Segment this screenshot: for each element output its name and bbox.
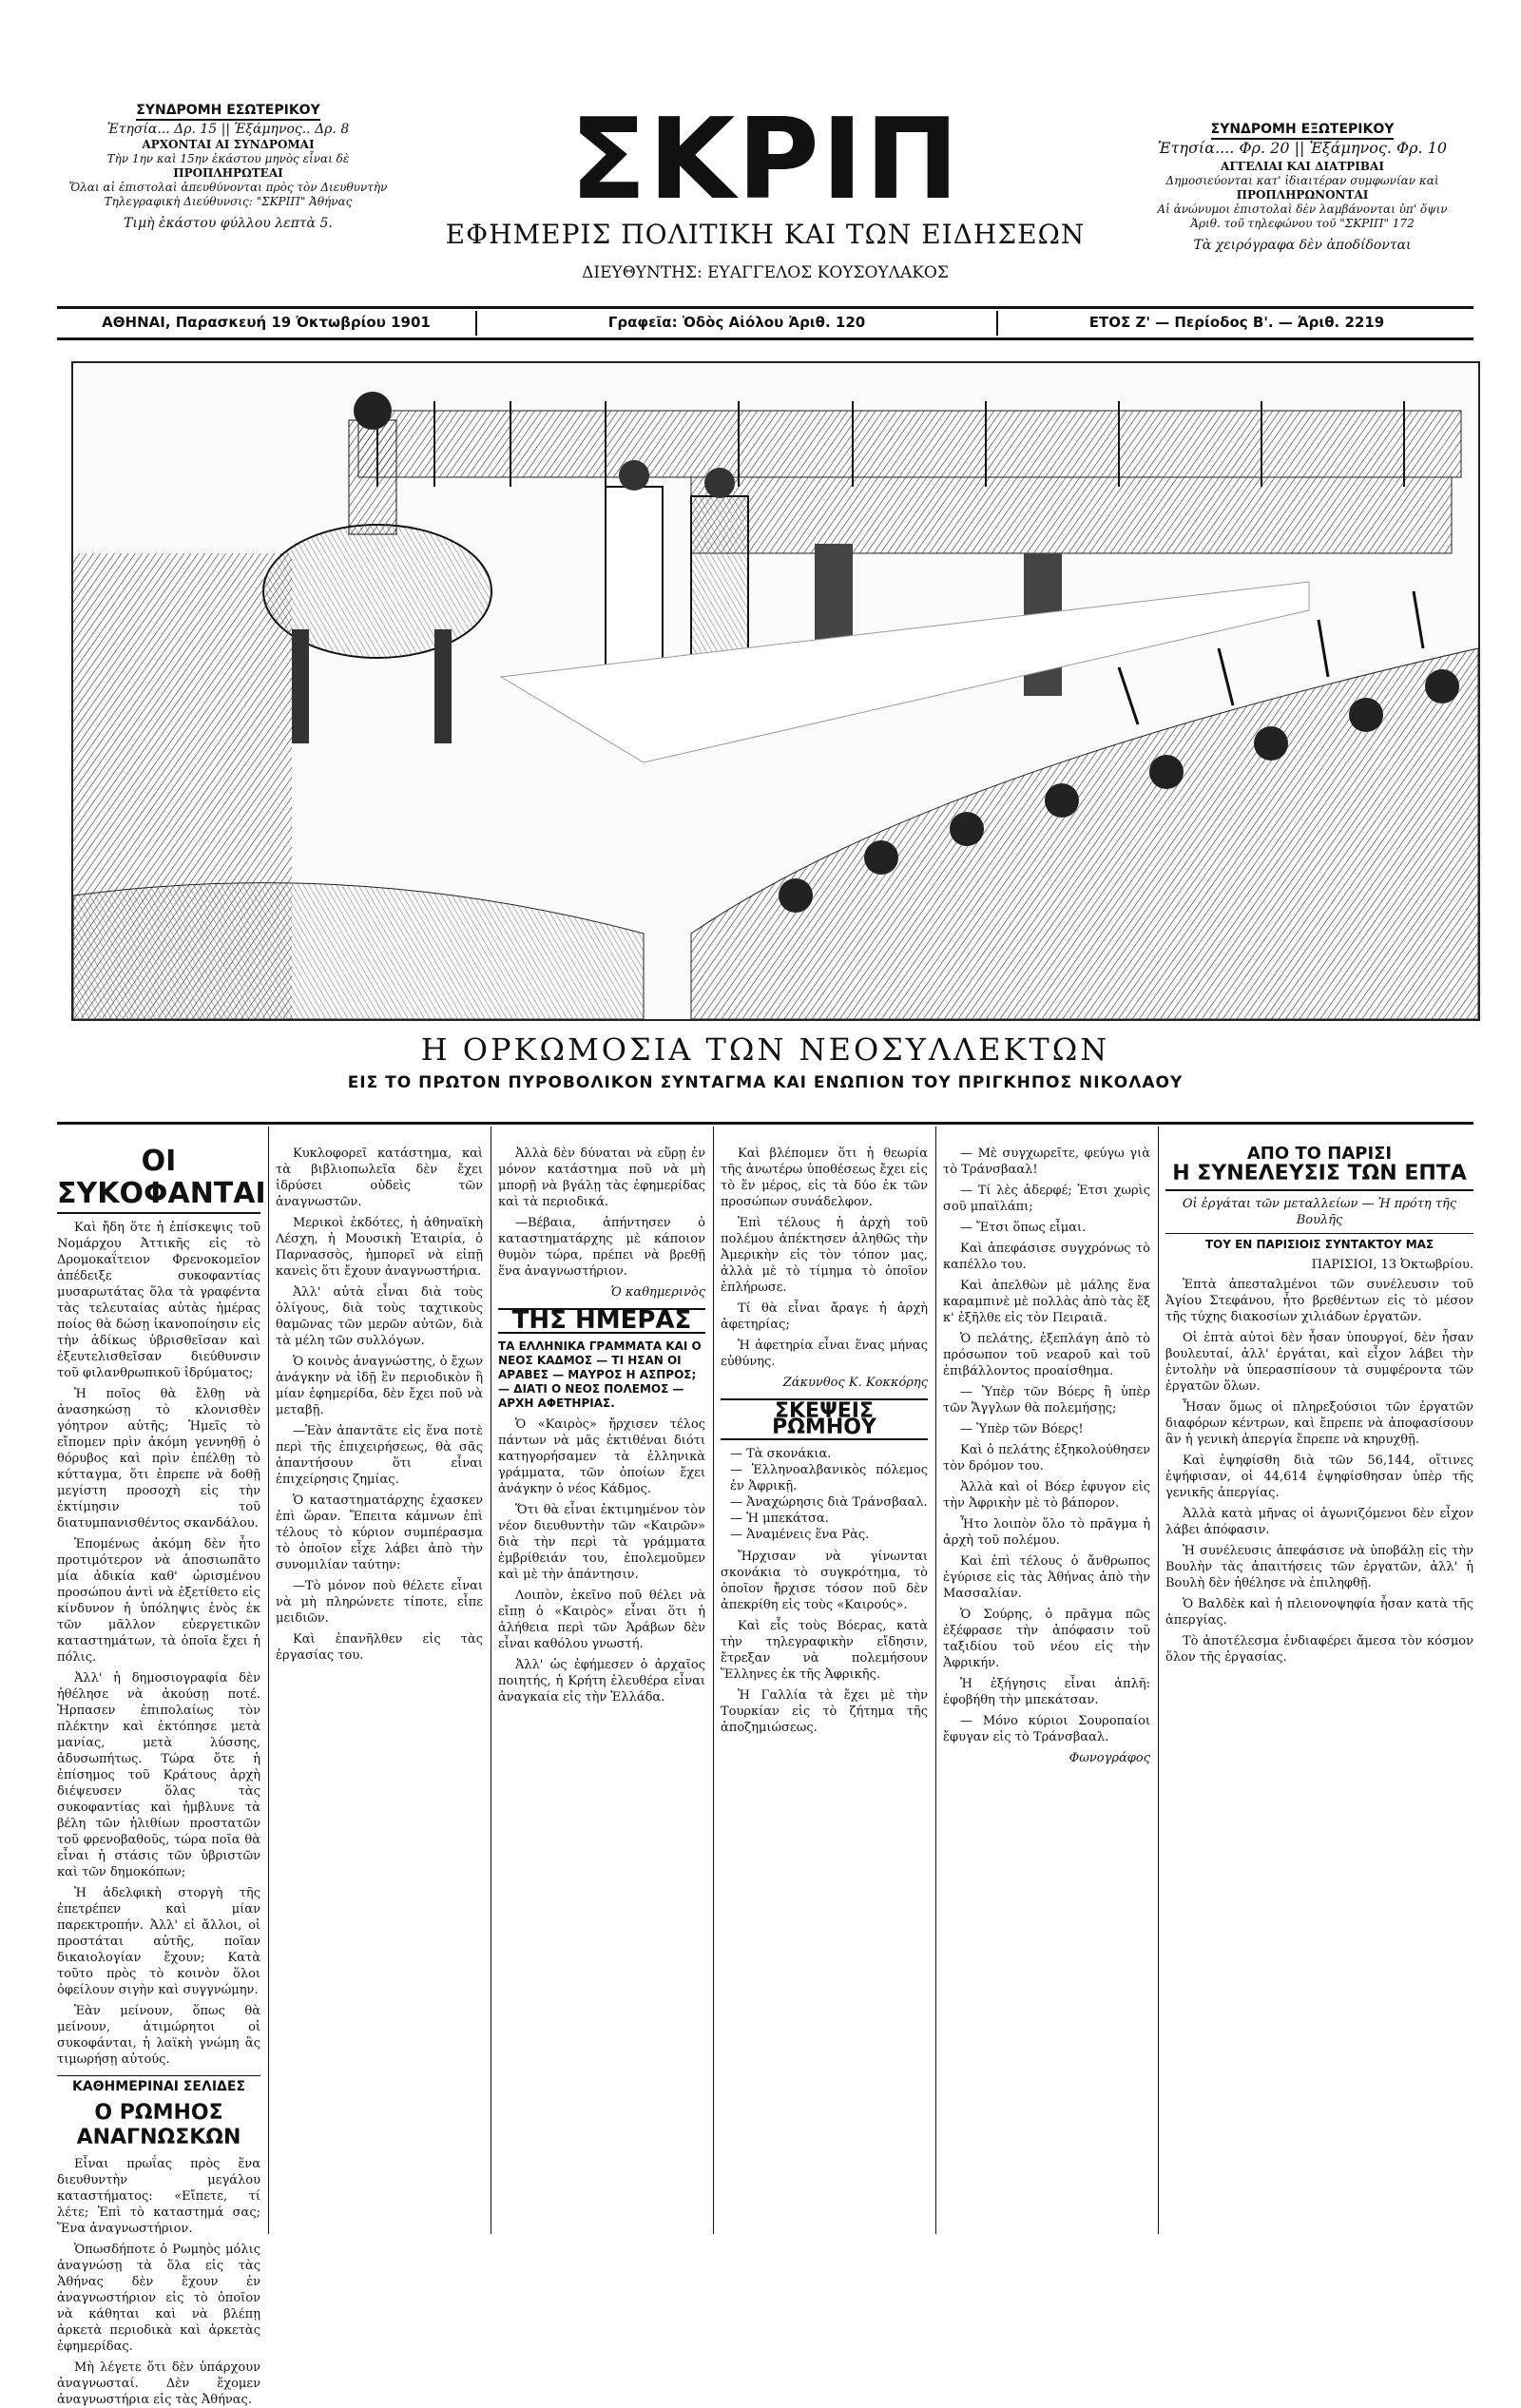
col3-paragraph: Ἀλλ' ὡς ἐφήμεσεν ὁ ἀρχαῖος ποιητής, ἡ Κρήτη ἐλευθέρα εἶναι ἀναγκαία εἰς τὴν Ἑλλάδα. [498, 1658, 705, 1705]
col1-paragraph: Ἐπομένως ἀκόμη δὲν ἦτο προτιμότερον νὰ ἀποσιωπᾶτο μία ἀδικία καθ' ὡρισμένου προσώπου ἀντὶ νὰ ἐξετίθετο εἰς κίνδυνον ἡ ὑπόληψις ἑνὸς ἐκ τῶν μᾶλλον εὐεργετικῶν καταστημάτων, τὰ ὁποῖα ἔχει ἡ πόλις. [57, 1537, 260, 1665]
dateline-top-rule [57, 306, 1473, 309]
col6-paragraph: Καὶ ἐψηφίσθη διὰ τῶν 56,144, οἵτινες ἐψήφισαν, οἱ 44,614 ἐψηφίσθησαν ὑπὲρ τῆς γενικῆς ἀπεργίας. [1165, 1454, 1473, 1500]
dateline-divider [475, 311, 477, 336]
col6-paragraph: Ἡ συνέλευσις ἀπεφάσισε νὰ ὑποβάλῃ εἰς τὴν Βουλὴν τὰς ἀπαιτήσεις τῶν ἐργατῶν, ἀλλ' ἡ Βουλὴ δὲν ἠθέλησε νὰ ἐπιληφθῇ. [1165, 1544, 1473, 1590]
col6-correspondent: ΤΟΥ ΕΝ ΠΑΡΙΣΙΟΙΣ ΣΥΝΤΑΚΤΟΥ ΜΑΣ [1165, 1233, 1473, 1253]
domestic-start-line: Τὴν 1ην καὶ 15ην ἑκάστου μηνὸς εἶναι δὲ [106, 152, 350, 165]
col2-paragraph: Καὶ ἐπανῆλθεν εἰς τὰς ἐργασίας του. [276, 1632, 483, 1663]
column-1 [57, 1145, 266, 2407]
article-heading-sykofantai: ΟΙ ΣΥΚΟΦΑΝΤΑΙ [57, 1146, 260, 1214]
col2-paragraph: Μερικοὶ ἐκδότες, ἡ ἀθηναϊκὴ Λέσχη, ἡ Μουσικὴ Ἑταιρία, ὁ Παρνασσὸς, ἠμπορεῖ νὰ εἰπῇ κανεὶς ὅτι ἔχουν ἀναγνωστήρια. [276, 1216, 483, 1279]
col2-paragraph: Κυκλοφορεῖ κατάστημα, καὶ τὰ βιβλιοπωλεῖα δὲν ἔχει ἱδρύσει οὐδεὶς τῶν ἀναγνωστῶν. [276, 1146, 483, 1209]
col1-paragraph: Εἶναι πρωΐας πρὸς ἕνα διευθυντὴν μεγάλου καταστήματος: «Εἴπετε, τί λέτε; Ἐπὶ τὸ καταστημά σας; Ἕνα ἀναγνωστήριον. [57, 2157, 260, 2236]
domestic-letters-line: Ὅλαι αἱ ἐπιστολαὶ ἀπευθύνονται πρὸς τὸν Διευθυντὴν [68, 181, 388, 194]
col5-paragraph: — Τί λὲς ἀδερφέ; Ἐτσι χωρὶς σοῦ μπαϊλάπι; [943, 1184, 1150, 1214]
col6-paragraph: Ἀλλὰ κατὰ μῆνας οἱ ἀγωνιζόμενοι δὲν εἶχον λάβει ἀπόφασιν. [1165, 1507, 1473, 1537]
swearing-in-illustration [71, 361, 1480, 1021]
col3-paragraph: —Βέβαια, ἀπήντησεν ὁ καταστηματάρχης μὲ κάποιον θυμὸν τώρα, πρέπει νὰ βρεθῇ ἕνα ἀναγνωστήριον. [498, 1216, 705, 1279]
column-6 [1165, 1146, 1473, 2248]
dateline-right: ΕΤΟΣ Ζ' — Περίοδος Β'. — Ἀριθ. 2219 [1088, 314, 1385, 331]
foreign-ads-line: Δημοσιεύονται κατ' ἰδιαιτέραν συμφωνίαν καὶ [1165, 174, 1439, 187]
col1-paragraph: Ἀλλ' ἡ δημοσιογραφία δὲν ἠθέλησε νὰ ἀκούσῃ ποτέ. Ἠρπασεν ἐπιπολαίως τὸν πλέκτην καὶ ἐκτόπησε μετὰ μανίας, μετὰ λύσσης, ἀδυσωπήτως. Τώρα ὅτε ἡ ἐπίσημος τοῦ Κράτους ἀρχὴ διέψευσεν ὅλας τὰς συκοφαντίας καὶ ἠμβλυνε τὰ βέλη τῶν ἠλιθίων προστατῶν τοῦ φρενοβαθοῦς, τώρα ποῖα θὰ εἶναι ἡ στάσις τῶν ὑβριστῶν καὶ τῶν δημοκόπων; [57, 1671, 260, 1879]
section-label-daily-pages: ΚΑΘΗΜΕΡΙΝΑΙ ΣΕΛΙΔΕΣ [57, 2075, 260, 2095]
col2-paragraph: Ὁ κοινὸς ἀναγνώστης, ὁ ἔχων ἀνάγκην νὰ ἰδῇ ἓν περιοδικὸν ἢ μίαν ἐφημερίδα, δὲν ἔχει ποῦ νὰ μεταβῇ. [276, 1355, 483, 1417]
foreign-ads: ΑΓΓΕΛΙΑΙ ΚΑΙ ΔΙΑΤΡΙΒΑΙ [1221, 160, 1384, 173]
section-heading-tis-imeras: ΤΗΣ ΗΜΕΡΑΣ [498, 1308, 705, 1334]
col5-paragraph: — Ὑπὲρ τῶν Βόερς! [960, 1422, 1084, 1436]
col5-paragraph: Ἦτο λοιπὸν ὅλο τὸ πρᾶγμα ἡ ἀρχὴ τοῦ πολέμου. [943, 1517, 1150, 1548]
domestic-subscriptions: ΑΡΧΟΝΤΑΙ ΑΙ ΣΥΝΔΡΟΜΑΙ [142, 138, 315, 151]
skepseis-item: — Ἀναχώρησις διὰ Τράνσβααλ. [730, 1495, 928, 1510]
column-3 [498, 1146, 705, 2248]
masthead [57, 29, 1473, 282]
col5-paragraph: Ὁ Σούρης, ὁ πρᾶγμα πῶς ἐξέφρασε τὴν ἀπόφασιν τοῦ ταξιδίου τοῦ νέου εἰς τὴν Ἀφρικήν. [943, 1608, 1150, 1670]
col6-paragraph: Ἐπτὰ ἀπεσταλμένοι τῶν συνέλευσιν τοῦ Ἀγίου Στεφάνου, ἦτο βρεθέντων εἰς τὸ μέσον τῆς τύχης διακοσίων χιλιάδων ἐργατῶν. [1165, 1278, 1473, 1324]
col5-paragraph: Ἡ ἐξήγησις εἶναι ἁπλῆ: ἐφοβήθη τὴν μπεκάτσαν. [943, 1677, 1150, 1707]
col5-paragraph: — Ἔτσι ὅπως εἶμαι. [960, 1221, 1087, 1235]
dateline [57, 311, 1473, 336]
subscription-box-domestic [67, 100, 390, 232]
column-4 [721, 1146, 928, 2248]
col6-paragraph: Τὸ ἀποτέλεσμα ἐνδιαφέρει ἄμεσα τὸν κόσμον ὅλον τῆς ἐργασίας. [1165, 1634, 1473, 1665]
col5-paragraph: Ἀλλὰ καὶ οἱ Βόερ ἐφυγον εἰς τὴν Ἀφρικὴν μὲ τὸ βάπορον. [943, 1480, 1150, 1511]
col3-paragraph: Ὅτι θὰ εἶναι ἐκτιμημένον τὸν νέον διευθυντὴν τῶν «Καιρῶν» διὰ τὴν περὶ τὰ γράμματα ἐμβρίθειάν του, ἐπολεμοῦμεν καὶ μὲ τὴν ἀπάντησιν. [498, 1503, 705, 1582]
col2-paragraph: —Τὸ μόνον ποὺ θέλετε εἶναι νὰ μὴ πληρώνετε τίποτε, εἶπε μειδιῶν. [276, 1579, 483, 1626]
illustration-caption [57, 1031, 1473, 1092]
column-2 [276, 1146, 483, 2248]
col3-paragraph: Λοιπὸν, ἐκεῖνο ποῦ θέλει νὰ εἴπῃ ὁ «Καιρὸς» εἶναι ὅτι ἡ ἀλήθεια περὶ τῶν Ἀράβων δὲν εἶναι καθόλου γνωστή. [498, 1589, 705, 1651]
col2-paragraph: Ὁ καταστηματάρχης ἐχασκεν ἐπὶ ὥραν. Ἔπειτα κάμνων ἐπὶ τέλους τὸ κύριον συμπέρασμα τὸ ὁποῖον εἶχε λάβει ἀπὸ τὴν συνομιλίαν ταύτην: [276, 1493, 483, 1572]
col1-paragraph: Μὴ λέγετε ὅτι δὲν ὑπάρχουν ἀναγνωσταί. Δὲν ἔχομεν ἀναγνωστήρια εἰς τὰς Ἀθήνας. [57, 2360, 260, 2407]
dateline-bottom-rule [57, 337, 1473, 340]
col6-paragraph: Οἱ ἑπτὰ αὐτοὶ δὲν ἦσαν ὑπουργοί, δὲν ἦσαν βουλευταί, ἀλλ' ἐργάται, καὶ εἶχον λάβει τὴν ἐντολὴν νὰ ὑπερασπίσουν τὰ συμφέροντα τῶν ἐργατῶν ὅλων. [1165, 1331, 1473, 1394]
subscription-box-foreign [1141, 119, 1464, 254]
columns-top-rule [57, 1122, 1473, 1125]
col2-paragraph: —Ἐὰν ἀπαντᾶτε εἰς ἕνα ποτὲ περὶ τῆς ἐπιχειρήσεως, θὰ σᾶς ἀπαντήσουν ὅτι εἶναι ἐπιχείρησις ζημίας. [276, 1424, 483, 1487]
domestic-price-line: Ἐτησία... Δρ. 15 || Ἑξάμηνος.. Δρ. 8 [106, 122, 350, 137]
col4-signature: Ζάκυνθος Κ. Κοκκόρης [782, 1376, 928, 1390]
skepseis-item: — Ἡ μπεκάτσα. [730, 1512, 829, 1526]
col5-paragraph: Ὁ πελάτης, ἐξεπλάγη ἀπὸ τὸ πρόσωπον τοῦ νεαροῦ καὶ τοῦ ἐπιβάλλοντος προαίσθημα. [943, 1332, 1150, 1378]
col6-paragraph: Ἦσαν ὅμως οἱ πληρεξούσιοι τῶν ἐργατῶν διαφόρων κέντρων, καὶ ἔπρεπε νὰ ἀποφασίσουν ἂν ἡ γενικὴ ἀπεργία ἔπρεπε νὰ κηρυχθῇ. [1165, 1400, 1473, 1447]
col3-signature: Ὁ καθημερινὸς [610, 1285, 705, 1300]
col5-paragraph: Καὶ ἀπεφάσισε συγχρόνως τὸ καπέλλο του. [943, 1242, 1150, 1272]
newspaper-title: ΣΚΡΙΠ [569, 93, 961, 224]
foreign-phone-line: Ἀριθ. τοῦ τηλεφώνου τοῦ "ΣΚΡΙΠ" 172 [1190, 217, 1415, 230]
domestic-title: ΣΥΝΔΡΟΜΗ ΕΣΩΤΕΡΙΚΟΥ [136, 102, 319, 121]
column-rule-1 [268, 1127, 269, 2234]
column-rule-3 [713, 1127, 714, 2234]
section-heading-skepseis-romiou: ΣΚΕΨΕΙΣ ΡΩΜΗΟΥ [721, 1398, 928, 1440]
col5-signature: Φωνογράφος [1069, 1751, 1150, 1765]
col2-paragraph: Ἀλλ' αὐτὰ εἶναι διὰ τοὺς ὀλίγους, διὰ τοὺς ταχτικοὺς θαμῶνας τῶν μερῶν αὐτῶν, διὰ τὰ μέλη τῶν συλλόγων. [276, 1285, 483, 1348]
column-5 [943, 1146, 1150, 2248]
col1-paragraph: Ὁπωσδήποτε ὁ Ρωμηὸς μόλις ἀναγνώσῃ τὰ ὅλα εἰς τὰς Ἀθήνας δὲν ἔχουν ἐν ἀναγνωστήριον εἰς τὸ ὁποῖον νὰ κάθηται καὶ νὰ βλέπῃ ἀρκετὰ περιοδικὰ καὶ ἀρκετὰς ἐφημερίδας. [57, 2243, 260, 2354]
col3-paragraph: Ἀλλὰ δὲν δύναται νὰ εὕρῃ ἐν μόνον κατάστημα ποῦ νὰ μὴ μπορῇ νὰ βγάλῃ τὰς ἐφημερίδας καὶ τὰ περιοδικά. [498, 1146, 705, 1209]
col1-paragraph: Καὶ ἤδη ὅτε ἡ ἐπίσκεψις τοῦ Νομάρχου Ἀττικῆς εἰς τὸ Δρομοκαΐτειον Φρενοκομεῖον ἀπέδειξε συκοφαντίας μυσαρωτάτας ὅλα τὰ γραφέντα τὰς τελευταίας αὐτὰς ἡμέρας ποίος θὰ δώσῃ ἱκανοποίησιν εἰς τὴν ἀδίκως ὑβρισθεῖσαν καὶ ἐξευτελισθεῖσαν διεύθυνσιν τοῦ φιλανθρωπικοῦ ἱδρύματος; [57, 1221, 260, 1380]
dateline-divider-2 [996, 311, 998, 336]
col6-paragraph: Ὁ Βαλδὲκ καὶ ἡ πλειονοψηφία ἦσαν κατὰ τῆς ἀπεργίας. [1165, 1597, 1473, 1628]
heading-synelefsis: Η ΣΥΝΕΛΕΥΣΙΣ ΤΩΝ ΕΠΤΑ [1165, 1162, 1473, 1191]
foreign-title: ΣΥΝΔΡΟΜΗ ΕΞΩΤΕΡΙΚΟΥ [1211, 121, 1395, 140]
caption-subtitle: ΕΙΣ ΤΟ ΠΡΩΤΟΝ ΠΥΡΟΒΟΛΙΚΟΝ ΣΥΝΤΑΓΜΑ ΚΑΙ ΕΝΩΠΙΟΝ ΤΟΥ ΠΡΙΓΚΗΠΟΣ ΝΙΚΟΛΑΟΥ [347, 1073, 1184, 1092]
col4-paragraph: Ἡ ἀφετηρία εἶναι ἕνας μήνας εὐθύνης. [721, 1339, 928, 1369]
col4-paragraph: Ἐπὶ τέλους ἡ ἀρχὴ τοῦ πολέμου ἀπέκτησεν ἀληθῶς τὴν Ἀμερικὴν εἰς τὸν τόπον μας, ἀλλὰ μὲ τὸ τίμημα τὸ ὁποῖον ἐπλήρωσε. [721, 1216, 928, 1295]
col4-paragraph: Ἡ Γαλλία τὰ ἔχει μὲ τὴν Τουρκίαν εἰς τὸ ζήτημα τῆς ἀποζημιώσεως. [721, 1688, 928, 1735]
foreign-manuscripts: Τὰ χειρόγραφα δὲν ἀποδίδονται [1193, 238, 1412, 253]
domestic-price-each: Τιμὴ ἑκάστου φύλλου λεπτὰ 5. [124, 216, 333, 231]
col4-paragraph: Ἤρχισαν νὰ γίνωνται σκονάκια τὸ συγκρότημα, τὸ ὁποῖον ἤρχισε τόσον ποῦ δὲν ἀπεκρίθη εἰς τοὺς «Καιρούς». [721, 1550, 928, 1612]
col1-paragraph: Ἡ ἀδελφικὴ στοργὴ τῆς ἐπετρέπεν καὶ μίαν παρεκτροπήν. Ἀλλ' εἰ ἄλλοι, οἱ προστάται αὐτῆς, ποῖαν δικαιολογίαν ἔχουν; Κατὰ τοῦτο πρὸς τὸ κοινὸν ὅλοι ὀφείλουν σιγὴν καὶ συγγνώμην. [57, 1886, 260, 1997]
heading-apo-to-parisi: ΑΠΟ ΤΟ ΠΑΡΙΣΙ [1246, 1144, 1393, 1164]
column-rule-4 [935, 1127, 936, 2234]
domestic-telegraph-line: Τηλεγραφικὴ Διεύθυνσις: "ΣΚΡΙΠ" Ἀθήνας [104, 195, 353, 208]
dateline-center: Γραφεῖα: Ὁδὸς Αἰόλου Ἀριθ. 120 [607, 314, 866, 331]
col5-paragraph: — Μὲ συγχωρεῖτε, φεύγω γιὰ τὸ Τράνσβααλ! [943, 1146, 1150, 1177]
col1-paragraph: Ἡ ποῖος θὰ ἔλθῃ νὰ ἀνασηκώσῃ τὸ κλονισθὲν γόητρον αὐτῆς; Ἡμεῖς τὸ εἴπομεν πρὶν ἀκόμη γεννηθῇ ὁ θόρυβος καὶ πρὶν ἐπέλθῃ τὸ κύτταγμα, ὅτι ἐπρεπε νὰ δοθῇ μεγίστη προσοχὴ εἰς τὴν ἐκτίμησιν τοῦ διατυμπανισθέντος σκανδάλου. [57, 1387, 260, 1531]
foreign-letters-line: Αἱ ἀνώνυμοι ἐπιστολαὶ δὲν λαμβάνονται ὑπ' ὄψιν [1157, 202, 1448, 216]
newspaper-director: ΔΙΕΥΘΥΝΤΗΣ: ΕΥΑΓΓΕΛΟΣ ΚΟΥΣΟΥΛΑΚΟΣ [582, 263, 949, 282]
col6-subtitle: Οἱ ἐργάται τῶν μεταλλείων — Ἡ πρότη τῆς Βουλῆς [1182, 1197, 1457, 1227]
col6-dateline: ΠΑΡΙΣΙΟΙ, 13 Ὀκτωβρίου. [1311, 1258, 1473, 1272]
col4-paragraph: Καὶ εἶς τοὺς Βόερας, κατὰ τὴν τηλεγραφικὴν εἴδησιν, ἔτρεξαν νὰ πολεμήσουν Ἕλληνες ἐκ τῆς Ἀφρικῆς. [721, 1619, 928, 1682]
col5-paragraph: — Ὑπὲρ τῶν Βόερς ἢ ὑπὲρ τῶν Ἄγγλων θὰ πολεμήσῃς; [943, 1385, 1150, 1416]
newspaper-subtitle: ΕΦΗΜΕΡΙΣ ΠΟΛΙΤΙΚΗ ΚΑΙ ΤΩΝ ΕΙΔΗΣΕΩΝ [445, 219, 1086, 250]
skepseis-list [730, 1446, 928, 1543]
skepseis-item: — Ἀναμένεις ἕνα Ρὰς. [730, 1528, 870, 1542]
tis-imeras-subheads: ΤΑ ΕΛΛΗΝΙΚΑ ΓΡΑΜΜΑΤΑ ΚΑΙ Ο ΝΕΟΣ ΚΑΔΜΟΣ — ΤΙ ΗΣΑΝ ΟΙ ΑΡΑΒΕΣ — ΜΑΥΡΟΣ Η ΑΣΠΡΟΣ; — ΔΙΑΤΙ Ο ΝΕΟΣ ΠΟΛΕΜΟΣ — ΑΡΧΗ ΑΦΕΤΗΡΙΑΣ. [498, 1339, 702, 1410]
col1-paragraph: Ἐὰν μείνουν, ὅπως θὰ μείνουν, ἀτιμώρητοι οἱ συκοφάνται, ἡ λαϊκὴ γνώμη ἂς τιμωρήσῃ αὐτούς. [57, 2004, 260, 2067]
col4-paragraph: Καὶ βλέπομεν ὅτι ἡ θεωρία τῆς ἀνωτέρω ὑποθέσεως ἔχει εἰς τὸ ἕν μέρος, εἰς τὰ δύο ἐκ τῶν προσώπων συνάδελφον. [721, 1146, 928, 1209]
domestic-prepaid: ΠΡΟΠΛΗΡΩΤΕΑΙ [173, 166, 283, 180]
col5-paragraph: — Μόνο κύριοι Σουροπαίοι ἔφυγαν εἰς τὸ Τράνσβααλ. [943, 1714, 1150, 1744]
col3-paragraph: Ὁ «Καιρὸς» ἤρχισεν τέλος πάντων νὰ μᾶς ἐκτιθέναι διότι κατηγορήσαμεν τὰ ἑλληνικὰ γράμματα, τῶν ὁποίων ἔχει ἀνάγκην ὁ νέος Κάδμος. [498, 1417, 705, 1496]
caption-title: Η ΟΡΚΩΜΟΣΙΑ ΤΩΝ ΝΕΟΣΥΛΛΕΚΤΩΝ [420, 1031, 1110, 1068]
col4-paragraph: Τί θὰ εἶναι ἄραγε ἡ ἀρχὴ ἀφετηρίας; [721, 1301, 928, 1332]
skepseis-item: — Ἑλληνοαλβανικὸς πόλεμος ἐν Ἀφρικῇ. [730, 1463, 928, 1493]
skepseis-item: — Τὰ σκονάκια. [730, 1447, 832, 1461]
engraving-image [73, 363, 1478, 1019]
col5-paragraph: Καὶ ἀπελθὼν μὲ μάλης ἕνα καραμπινὲ μὲ πολλὰς ἀπὸ τὰς ἕξ κ' ἐξῆλθε εἰς τὸν Πειραιᾶ. [943, 1279, 1150, 1325]
foreign-prepaid: ΠΡΟΠΛΗΡΩΝΟΝΤΑΙ [1236, 188, 1369, 202]
title-block [437, 93, 1093, 282]
col5-paragraph: Καὶ ἐπὶ τέλους ὁ ἄνθρωπος ἐγύρισε εἰς τὰς Ἀθήνας ἀπὸ τὴν Μασσαλίαν. [943, 1554, 1150, 1601]
article-heading-romios: Ο ΡΩΜΗΟΣ ΑΝΑΓΝΩΣΚΩΝ [76, 2101, 241, 2149]
column-rule-5 [1158, 1127, 1159, 2234]
foreign-price-line: Ἐτησία.... Φρ. 20 || Ἑξάμηνος. Φρ. 10 [1157, 139, 1448, 157]
dateline-left: ΑΘΗΝΑΙ, Παρασκευή 19 Ὀκτωβρίου 1901 [102, 314, 431, 331]
col5-paragraph: Καὶ ὁ πελάτης ἐξηκολούθησεν τὸν δρόμον του. [943, 1443, 1150, 1474]
